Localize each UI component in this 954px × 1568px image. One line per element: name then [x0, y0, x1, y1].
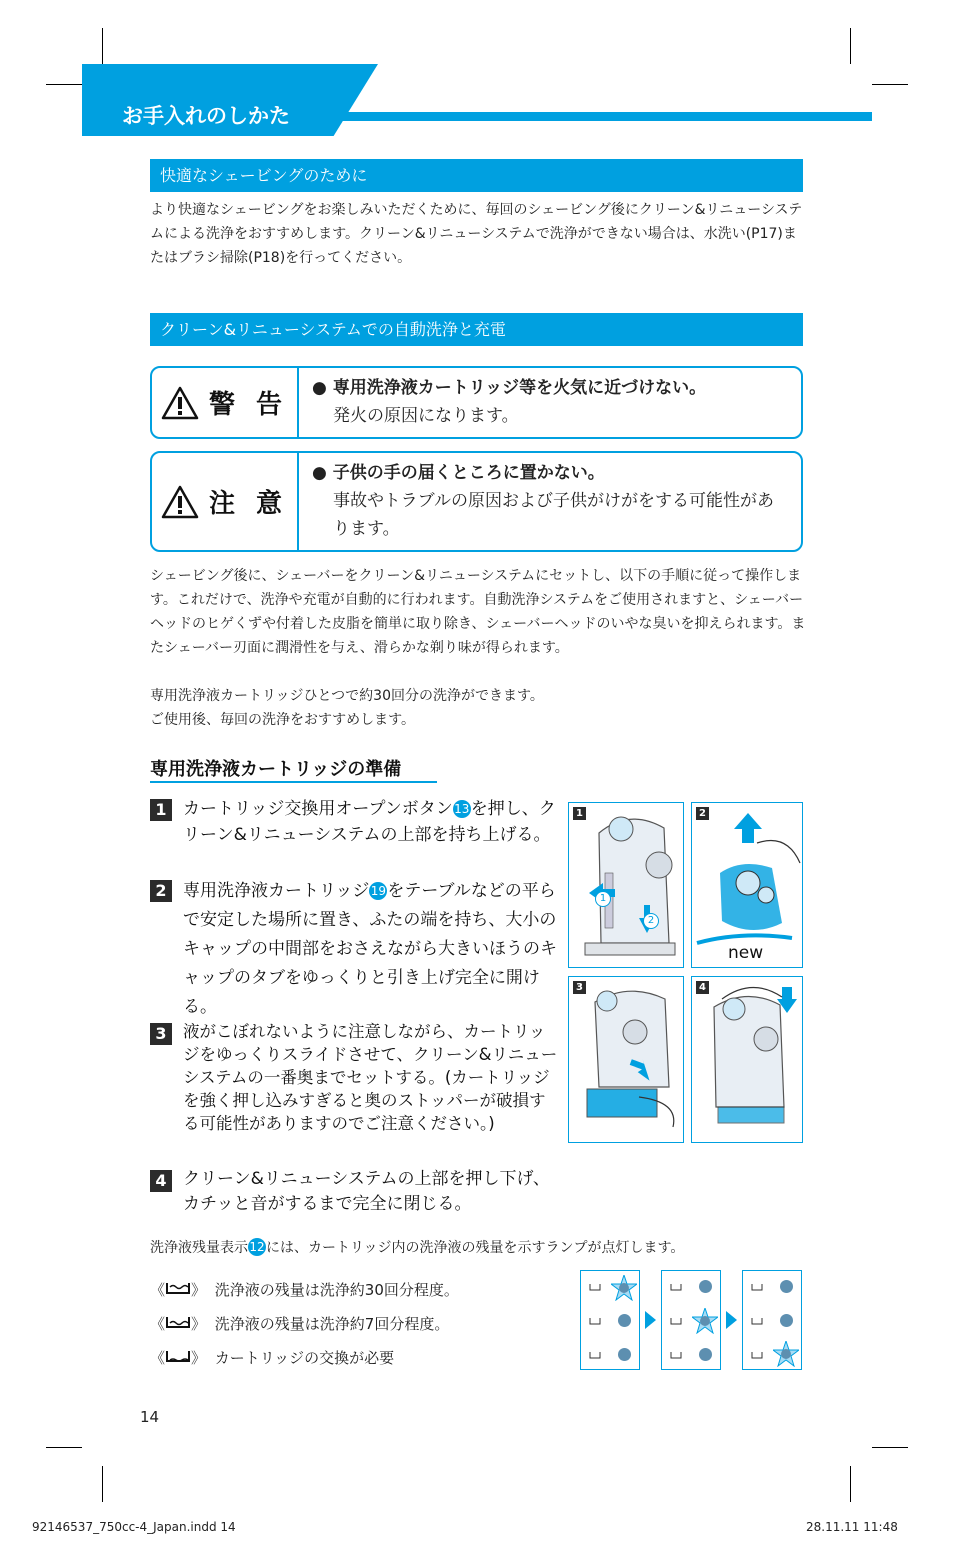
file-name: 92146537_750cc-4_Japan.indd 14 [32, 1520, 236, 1534]
clean-renew-station-illustration [569, 803, 684, 968]
crop-mark [102, 28, 103, 64]
warning-label [152, 368, 299, 437]
figure-3 [568, 976, 684, 1143]
lamp-dot [699, 1280, 712, 1293]
level-symbols [670, 1282, 682, 1362]
level-full-icon [165, 1281, 191, 1295]
warning-detail: 発火の原因になります。 [333, 406, 519, 426]
lamp-dot [699, 1348, 712, 1361]
figure-4 [691, 976, 803, 1143]
cartridge-heading-rule [150, 781, 437, 783]
crop-mark [850, 1466, 851, 1502]
level-symbols [589, 1282, 601, 1362]
ref-19-badge: 19 [370, 884, 386, 898]
crop-mark [46, 84, 82, 85]
lamp-dot [618, 1348, 631, 1361]
arrow-right-icon [726, 1311, 737, 1329]
lamp-panel-full [580, 1270, 640, 1370]
station-close-illustration [692, 977, 803, 1143]
cartridge-insert-illustration [569, 977, 684, 1143]
cartridge-capacity-note: 専用洗浄液カートリッジひとつで約30回分の洗浄ができます。 [150, 688, 544, 704]
lit-lamp-icon [692, 1308, 718, 1334]
lamp-panel-empty [742, 1270, 802, 1370]
lamp-dot [618, 1314, 631, 1327]
page-title: お手入れのしかた [122, 104, 290, 128]
indicator-row-text: 洗浄液の残量は洗浄約7回分程度。 [214, 1315, 450, 1333]
indicator-intro: 洗浄液残量表示12には、カートリッジ内の洗浄液の残量を示すランプが点灯します。 [150, 1240, 685, 1256]
warning-box [150, 366, 803, 439]
figure-number: 1 [573, 807, 586, 820]
lamp-dot [780, 1314, 793, 1327]
lit-lamp-icon [611, 1275, 637, 1301]
ref-13-badge: 13 [454, 802, 470, 816]
figure-number: 2 [696, 807, 709, 820]
crop-mark [872, 1447, 908, 1448]
lamp-panel-low [661, 1270, 721, 1370]
figure-number: 4 [696, 981, 709, 994]
step-3-text: 液がこぼれないように注意しながら、カートリッジをゆっくりスライドさせて、クリーン&リニューシステムの一番奥までセットする。(カートリッジを強く押し込みすぎると奥のストッパーが破損する可能性がありますのでご注意ください。) [183, 1022, 558, 1133]
crop-mark [46, 1447, 82, 1448]
step-badge: 1 [595, 887, 611, 907]
print-timestamp: 28.11.11 11:48 [806, 1520, 898, 1534]
crop-mark [850, 28, 851, 64]
title-rule [330, 112, 872, 121]
step-number: 1 [150, 799, 172, 821]
indicator-row: 《 》 洗浄液の残量は洗浄約7回分程度。 [150, 1315, 450, 1333]
lamp-dot [780, 1280, 793, 1293]
caution-label-text: 注 意 [208, 489, 289, 519]
caution-bullet: ● 子供の手の届くところに置かない。 [312, 463, 605, 483]
page-number: 14 [140, 1408, 160, 1426]
section-heading-auto-clean: クリーン&リニューシステムでの自動洗浄と充電 [150, 313, 803, 346]
step-4-text: クリーン&リニューシステムの上部を押し下げ、カチッと音がするまで完全に閉じる。 [183, 1169, 550, 1214]
figure-caption-new: new [728, 943, 764, 963]
section-heading-comfort: 快適なシェービングのために [150, 159, 803, 192]
figure-number: 3 [573, 981, 586, 994]
crop-mark [872, 84, 908, 85]
caution-detail: 事故やトラブルの原因および子供がけがをする可能性があります。 [333, 491, 774, 539]
level-symbols [751, 1282, 763, 1362]
cartridge-heading: 専用洗浄液カートリッジの準備 [150, 759, 402, 780]
figure-1 [568, 802, 684, 968]
arrow-right-icon [645, 1311, 656, 1329]
lit-lamp-icon [773, 1341, 799, 1367]
recommend-note: ご使用後、毎回の洗浄をおすすめします。 [150, 712, 416, 728]
step-number: 2 [150, 880, 172, 902]
indicator-row-text: カートリッジの交換が必要 [214, 1349, 395, 1367]
step-badge: 2 [643, 909, 659, 929]
level-empty-icon [165, 1349, 191, 1363]
ref-12-badge: 12 [249, 1240, 265, 1254]
crop-mark [102, 1466, 103, 1502]
level-low-icon [165, 1315, 191, 1329]
warning-bullet: ● 専用洗浄液カートリッジ等を火気に近づけない。 [312, 378, 707, 398]
warning-triangle-icon [161, 386, 199, 420]
step-1-text: カートリッジ交換用オープンボタン13を押し、クリーン&リニューシステムの上部を持ち上げる。 [183, 799, 556, 845]
caution-label [152, 453, 299, 550]
step-2-text: 専用洗浄液カートリッジ19をテーブルなどの平らで安定した場所に置き、ふたの端を持ち、大小のキャップの中間部をおさえながら大きいほうのキャップのタブをゆっくりと引き上げ完全に開ける。 [183, 881, 557, 1017]
comfort-paragraph: より快適なシェービングをお楽しみいただくために、毎回のシェービング後にクリーン&リニューシステムによる洗浄をおすすめします。クリーン&リニューシステムで洗浄ができない場合は、水洗い(P17)またはブラシ掃除(P18)を行ってください。 [150, 202, 803, 266]
warning-label-text: 警 告 [208, 390, 289, 420]
indicator-row-text: 洗浄液の残量は洗浄約30回分程度。 [214, 1281, 459, 1299]
step-number: 3 [150, 1023, 172, 1045]
auto-clean-paragraph: シェービング後に、シェーバーをクリーン&リニューシステムにセットし、以下の手順に従って操作します。これだけで、洗浄や充電が自動的に行われます。自動洗浄システムをご使用されますと、シェーバーヘッドのヒゲくずや付着した皮脂を簡単に取り除き、シェーバーヘッドのいやな臭いを抑えられます。またシェーバー刃面に潤滑性を与え、滑らかな剃り味が得られます。 [150, 568, 806, 656]
step-number: 4 [150, 1170, 172, 1192]
figure-2 [691, 802, 803, 968]
caution-triangle-icon [161, 485, 199, 519]
caution-box [150, 451, 803, 552]
indicator-row: 《 》 洗浄液の残量は洗浄約30回分程度。 [150, 1281, 459, 1299]
indicator-row: 《 》 カートリッジの交換が必要 [150, 1349, 395, 1367]
